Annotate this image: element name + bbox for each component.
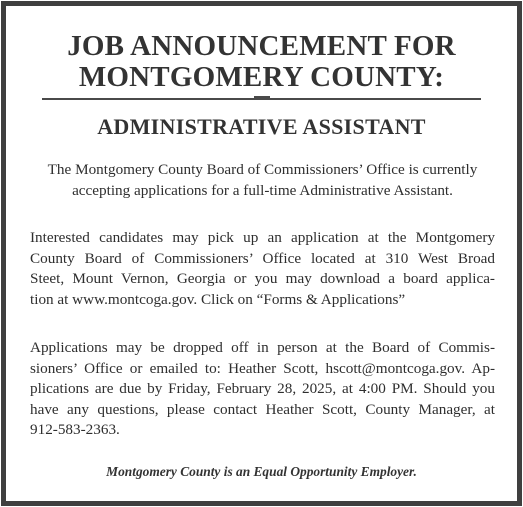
- submission-line-2: sioners’ Office or emailed to: Heather Scott, hscott@montcoga.gov. Ap-: [30, 359, 495, 377]
- pickup-line-1: Interested candidates may pick up an application at the Montgomery: [30, 229, 495, 246]
- intro-line-1: The Montgomery County Board of Commissioners’ Office is currently: [47, 161, 478, 178]
- job-announcement-ad: [1, 1, 522, 506]
- intro-paragraph: [30, 160, 495, 201]
- equal-opportunity-statement: Montgomery County is an Equal Opportunity Employer.: [106, 464, 417, 479]
- headline-line-1: JOB ANNOUNCEMENT FOR: [67, 30, 456, 62]
- submission-paragraph: [30, 338, 495, 441]
- headline-line-2: MONTGOMERY COUNTY:: [78, 61, 445, 93]
- submission-line-3: plications are due by Friday, February 28, 2025, at 4:00 PM. Should you: [30, 380, 495, 398]
- headline: [6, 31, 517, 93]
- position-title: ADMINISTRATIVE ASSISTANT: [97, 114, 426, 139]
- pickup-line-2: County Board of Commissioners’ Office located at 310 West Broad: [30, 249, 495, 267]
- submission-line-4: have any questions, please contact Heather Scott, County Manager, at: [30, 400, 495, 418]
- application-pickup-paragraph: [30, 228, 495, 310]
- submission-line-1: Applications may be dropped off in person at the Board of Commis-: [30, 339, 495, 356]
- submission-line-5: 912-583-2363.: [30, 421, 120, 439]
- divider-ornament: [254, 96, 270, 100]
- pickup-line-4: tion at www.montcoga.gov. Click on “Forms & Applications”: [30, 290, 406, 308]
- pickup-line-3: Steet, Mount Vernon, Georgia or you may download a board applica-: [30, 270, 495, 288]
- intro-line-2: accepting applications for a full-time Administrative Assistant.: [72, 181, 453, 199]
- divider-rule: [42, 98, 481, 100]
